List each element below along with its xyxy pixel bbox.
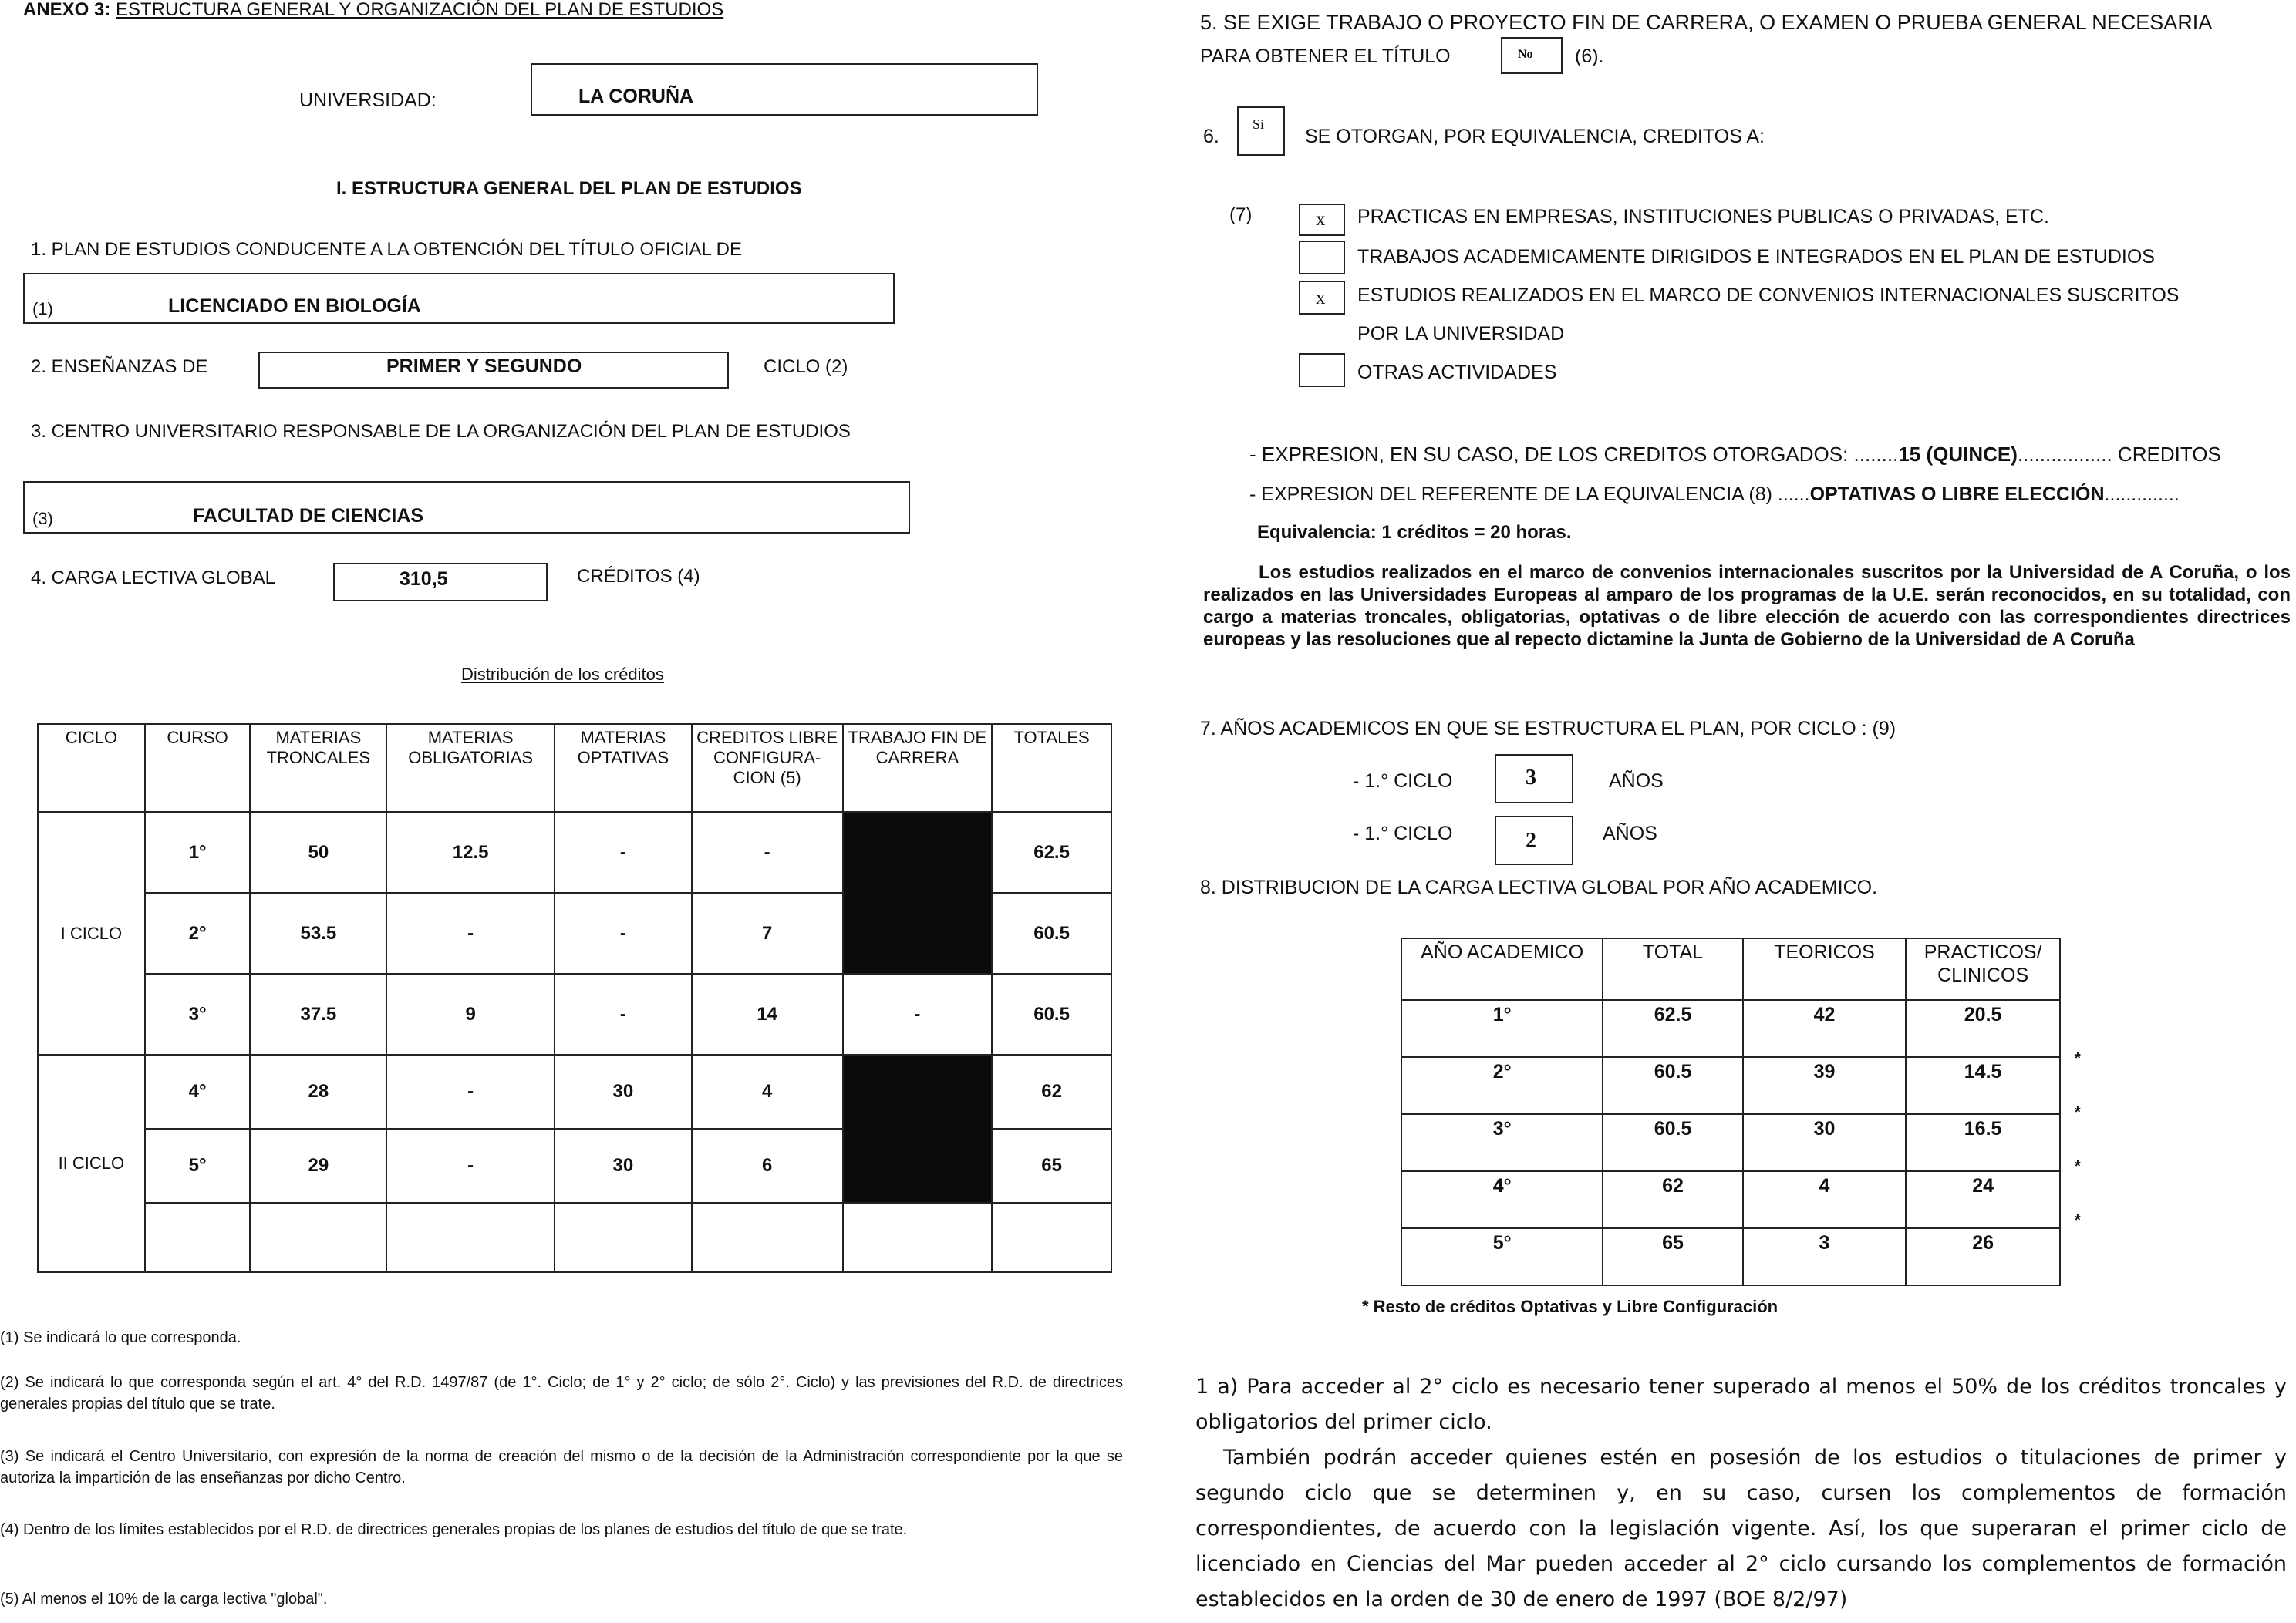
yearly-load-table [1401,938,2061,1286]
item1-label: 1. PLAN DE ESTUDIOS CONDUCENTE A LA OBTENCIÓN DEL TÍTULO OFICIAL DE [31,239,742,260]
header-optativas: MATERIAS OPTATIVAS [555,724,692,812]
credits-expression: - EXPRESION, EN SU CASO, DE LOS CREDITOS OTORGADOS: ........15 (QUINCE)................. CREDITOS [1249,443,2221,466]
table-row: 2° 60.5 39 14.5 [1401,1057,2060,1114]
row-asterisk: * [2075,1104,2081,1121]
footnote-3: (3) Se indicará el Centro Universitario, con expresión de la norma de creación del mismo o de la decisión de la Administración correspondiente por la que se autoriza la impartición de las enseñanzas por dicho Centro. [0,1448,1123,1487]
credits-equivalence-flag: Si [1253,116,1265,132]
cycles-value: PRIMER Y SEGUNDO [386,355,582,377]
header-practicos: PRACTICOS/ CLINICOS [1906,938,2060,1000]
table-header-row [38,724,1111,812]
item6-box [1237,106,1285,156]
credit-distribution-table [37,723,1112,1273]
item5-line1: 5. SE EXIGE TRABAJO O PROYECTO FIN DE CARRERA, O EXAMEN O PRUEBA GENERAL NECESARIA [1200,11,2213,34]
item8-label: 8. DISTRIBUCION DE LA CARGA LECTIVA GLOBAL POR AÑO ACADEMICO. [1200,877,1878,898]
item4-label: 4. CARGA LECTIVA GLOBAL [31,567,276,588]
option-label-2: TRABAJOS ACADEMICAMENTE DIRIGIDOS E INTEGRADOS EN EL PLAN DE ESTUDIOS [1357,246,2155,268]
footnote-2: (2) Se indicará lo que corresponda según el art. 4° del R.D. 1497/87 (de 1°. Ciclo; de 1° y 2° ciclo; de sólo 2°. Ciclo) y las previsiones del R.D. de directrices generales propias del título que se trate. [0,1374,1123,1413]
header-teoricos: TEORICOS [1743,938,1907,1000]
header-libre: CREDITOS LIBRE CONFIGURA-CION (5) [692,724,843,812]
table-row: 1° 62.5 42 20.5 [1401,1000,2060,1057]
access-paragraph-1: 1 a) Para acceder al 2° ciclo es necesario tener superado al menos el 50% de los créditos troncales y obligatorios del primer ciclo. [1195,1375,2287,1434]
item5-box [1501,37,1563,74]
footnote-4: (4) Dentro de los límites establecidos por el R.D. de directrices generales propias de los planes de estudios del título de que se trate. [0,1521,908,1538]
ciclo-1-label: I CICLO [38,812,145,1055]
distribution-title: Distribución de los créditos [461,665,664,684]
degree-title: LICENCIADO EN BIOLOGÍA [168,295,421,317]
convenios-paragraph: Los estudios realizados en el marco de convenios internacionales suscritos por la Universidad de A Coruña, o los realizados en las Universidades Europeas al amparo de los programas de la U.E. serán reconocidos, en su totalidad, con cargo a materias troncales, obligatorias, optativas o de libre elección de acuerdo con las correspondientes directrices europeas y las resoluciones que al repecto dictamine la Junta de Gobierno de la Universidad de A Coruña [1203,562,2291,650]
item4-box [333,563,548,601]
option-label-1: PRACTICAS EN EMPRESAS, INSTITUCIONES PUBLICAS O PRIVADAS, ETC. [1357,206,2049,227]
header-obligatorias: MATERIAS OBLIGATORIAS [386,724,555,812]
cycle-2-label: - 1.° CICLO [1353,823,1453,844]
header-total: TOTAL [1603,938,1742,1000]
row-asterisk: * [2075,1212,2081,1229]
header-totales: TOTALES [992,724,1111,812]
table-row: 3° 37.5 9 - 14 - 60.5 [38,974,1111,1055]
access-paragraph-2: También podrán acceder quienes estén en posesión de los estudios o titulaciones de primer y segundo ciclo que se determinen y, en su caso, cursen los complementos de formación correspondientes, de acuerdo con la legislación vigente. Así, los que superaran el primer ciclo de licenciado en Ciencias del Mar pueden acceder al 2° ciclo cursando los complementos de formación establecidos en la orden de 30 de enero de 1997 (BOE 8/2/97) [1195,1446,2287,1611]
table-row: II CICLO 4° 28 - 30 4 62 [38,1055,1111,1129]
header-year: AÑO ACADEMICO [1401,938,1603,1000]
table-row: I CICLO 1° 50 12.5 - - 62.5 [38,812,1111,893]
cycle-2-years: 2 [1526,829,1536,853]
item7-label: 7. AÑOS ACADEMICOS EN QUE SE ESTRUCTURA EL PLAN, POR CICLO : (9) [1200,718,1896,739]
header-troncales: MATERIAS TRONCALES [250,724,386,812]
ciclo-2-label: II CICLO [38,1055,145,1272]
item3-label: 3. CENTRO UNIVERSITARIO RESPONSABLE DE LA ORGANIZACIÓN DEL PLAN DE ESTUDIOS [31,421,851,442]
header-curso: CURSO [145,724,251,812]
footnote-5: (5) Al menos el 10% de la carga lectiva "global". [0,1591,328,1608]
cycle-1-years: 3 [1526,766,1536,790]
university-value: LA CORUÑA [578,86,694,107]
option-label-3: ESTUDIOS REALIZADOS EN EL MARCO DE CONVENIOS INTERNACIONALES SUSCRITOS [1357,285,2180,306]
item6-text: SE OTORGAN, POR EQUIVALENCIA, CREDITOS A: [1305,126,1765,147]
blacked-out-cell [843,1055,993,1203]
annex-heading: ANEXO 3: ESTRUCTURA GENERAL Y ORGANIZACIÓN DEL PLAN DE ESTUDIOS [23,0,724,20]
reference-expression: - EXPRESION DEL REFERENTE DE LA EQUIVALENCIA (8) ......OPTATIVAS O LIBRE ELECCIÓN.............. [1249,483,2180,505]
option-checkbox-4 [1299,353,1345,387]
final-project-required: No [1518,48,1533,61]
cycle-1-label: - 1.° CICLO [1353,770,1453,792]
table-row: 3° 60.5 30 16.5 [1401,1114,2060,1171]
section-title: I. ESTRUCTURA GENERAL DEL PLAN DE ESTUDIOS [336,178,802,199]
blacked-out-cell [843,812,993,974]
item1-box: (1) LICENCIADO EN BIOLOGÍA [23,273,895,324]
university-box [531,63,1038,116]
credits-expression-value: 15 (QUINCE) [1898,443,2018,466]
table-row-empty [38,1203,1111,1272]
table-header-row [1401,938,2060,1000]
option-label-3b: POR LA UNIVERSIDAD [1357,323,1565,345]
option-checkbox-1: x [1299,204,1345,236]
table-row: 4° 62 4 24 [1401,1171,2060,1228]
item2-box [258,352,729,389]
row-asterisk: * [2075,1050,2081,1067]
option-label-4: OTRAS ACTIVIDADES [1357,362,1557,383]
cycle-2-box [1495,816,1573,865]
item5-line2: PARA OBTENER EL TÍTULO [1200,45,1451,67]
total-credits: 310,5 [400,568,448,590]
table-row: 2° 53.5 - - 7 60.5 [38,893,1111,974]
table-footnote: * Resto de créditos Optativas y Libre Configuración [1362,1297,1778,1316]
university-label: UNIVERSIDAD: [299,89,437,111]
annex-title: ESTRUCTURA GENERAL Y ORGANIZACIÓN DEL PLAN DE ESTUDIOS [116,0,724,20]
option-checkbox-3: x [1299,281,1345,315]
reference-expression-value: OPTATIVAS O LIBRE ELECCIÓN [1809,483,2105,505]
header-trabajo: TRABAJO FIN DE CARRERA [843,724,993,812]
table-row: 5° 29 - 30 6 65 [38,1129,1111,1203]
header-ciclo: CICLO [38,724,145,812]
table-row: 5° 65 3 26 [1401,1228,2060,1285]
option-checkbox-2 [1299,241,1345,274]
faculty-value: FACULTAD DE CIENCIAS [193,505,424,527]
equivalence-note: Equivalencia: 1 créditos = 20 horas. [1257,522,1572,543]
footnote-1: (1) Se indicará lo que corresponda. [0,1329,241,1346]
row-asterisk: * [2075,1158,2081,1175]
cycle-1-box [1495,754,1573,803]
item3-box: (3) FACULTAD DE CIENCIAS [23,481,910,534]
item2-label: 2. ENSEÑANZAS DE [31,356,208,377]
